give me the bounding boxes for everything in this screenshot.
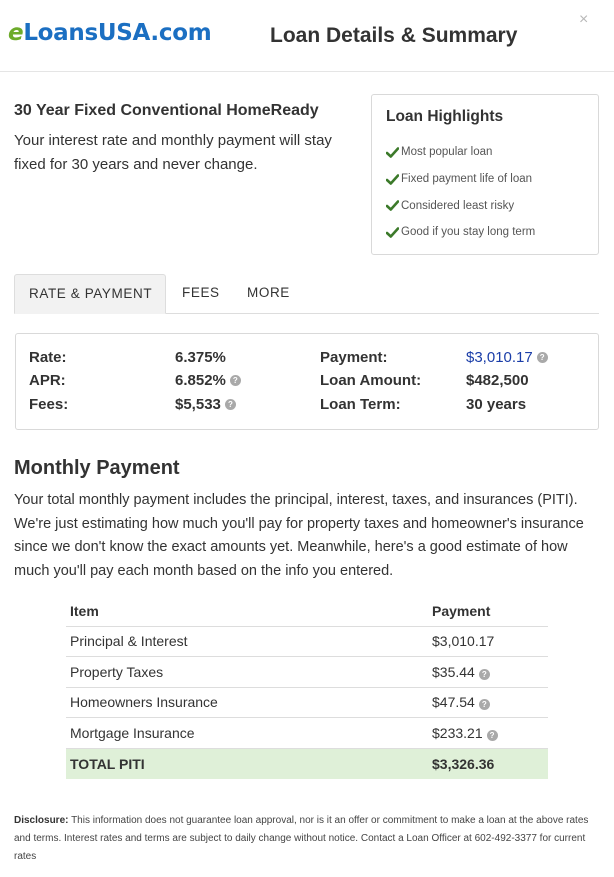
total-label: TOTAL PITI: [66, 748, 428, 779]
loan-highlights-panel: [371, 94, 599, 255]
monthly-payment-title: Monthly Payment: [14, 457, 180, 479]
tab-rate-payment[interactable]: RATE & PAYMENT: [14, 274, 166, 314]
modal-header: [0, 0, 614, 72]
highlight-text: Fixed payment life of loan: [401, 173, 533, 186]
loan-product-description: Your interest rate and monthly payment will stay fixed for 30 years and never change.: [14, 132, 332, 173]
row-item: Principal & Interest: [66, 626, 428, 657]
total-payment: $3,326.36: [428, 748, 548, 779]
logo-prefix: e: [8, 20, 24, 46]
row-item: Mortgage Insurance: [66, 718, 428, 749]
disclosure-label: Disclosure:: [14, 815, 69, 826]
row-payment-group: [428, 657, 548, 688]
loan-highlights-title: Loan Highlights: [386, 108, 504, 125]
rate-value: 6.375%: [175, 349, 226, 366]
tab-more[interactable]: MORE: [247, 285, 290, 300]
help-icon[interactable]: ?: [537, 352, 548, 363]
rate-summary-box: [15, 333, 599, 430]
row-payment: $3,010.17: [428, 626, 548, 657]
help-icon[interactable]: ?: [230, 375, 241, 386]
disclosure-body: This information does not guarantee loan approval, nor is it an offer or commitment to make a loan at the above rates and terms. Interest rates and terms are subject to daily change without notice. Contact a Loan Officer at 602-492-3377 for current rates: [14, 815, 589, 862]
loan-amount-value: $482,500: [466, 372, 529, 389]
row-payment: $233.21: [432, 724, 483, 741]
row-payment-group: [428, 687, 548, 718]
monthly-payment-description: Your total monthly payment includes the principal, interest, taxes, and insurances (PITI). We're just estimating how much you'll pay for property taxes and homeowner's insurance since we don't know the exact amounts yet. Meanwhile, here's a good estimate of how much you'll pay each month based on the info you entered.: [14, 492, 584, 579]
checkmark-icon: [386, 200, 399, 211]
table-row: [66, 687, 548, 718]
highlight-text: Considered least risky: [401, 199, 515, 212]
highlight-text: Most popular loan: [401, 146, 493, 159]
help-icon[interactable]: ?: [479, 669, 490, 680]
table-row: [66, 718, 548, 749]
table-row: [66, 626, 548, 657]
payment-value-link[interactable]: $3,010.17: [466, 349, 533, 366]
highlight-item: [386, 192, 535, 219]
help-icon[interactable]: ?: [479, 699, 490, 710]
brand-logo: [8, 20, 211, 46]
loan-amount-label: Loan Amount:: [320, 372, 422, 389]
row-payment: $47.54: [432, 694, 475, 711]
row-item: Homeowners Insurance: [66, 687, 428, 718]
apr-value: 6.852%: [175, 372, 226, 389]
highlight-item: [386, 219, 535, 246]
modal-title: Loan Details & Summary: [270, 24, 518, 47]
fees-label: Fees:: [29, 396, 69, 413]
loan-term-label: Loan Term:: [320, 396, 401, 413]
checkmark-icon: [386, 227, 399, 238]
fees-value-group: [175, 396, 236, 413]
payment-value-group: [466, 349, 548, 366]
row-payment: $35.44: [432, 663, 475, 680]
tab-fees[interactable]: FEES: [182, 285, 220, 300]
help-icon[interactable]: ?: [225, 399, 236, 410]
piti-table: [66, 596, 548, 779]
apr-value-group: [175, 372, 241, 389]
disclosure-text: [14, 812, 598, 866]
rate-label: Rate:: [29, 349, 67, 366]
loan-product-title: 30 Year Fixed Conventional HomeReady: [14, 102, 319, 119]
highlights-list: [386, 139, 535, 246]
payment-label: Payment:: [320, 349, 388, 366]
row-payment-group: [428, 718, 548, 749]
highlight-item: [386, 166, 535, 193]
table-header-row: [66, 596, 548, 626]
loan-term-value: 30 years: [466, 396, 527, 413]
apr-label: APR:: [29, 372, 66, 389]
checkmark-icon: [386, 147, 399, 158]
highlight-text: Good if you stay long term: [401, 226, 536, 239]
total-row: [66, 748, 548, 779]
column-header-payment: Payment: [432, 602, 491, 619]
help-icon[interactable]: ?: [487, 730, 498, 741]
fees-value: $5,533: [175, 396, 221, 413]
row-item: Property Taxes: [66, 657, 428, 688]
close-icon[interactable]: ×: [579, 11, 589, 28]
table-row: [66, 657, 548, 688]
checkmark-icon: [386, 174, 399, 185]
highlight-item: [386, 139, 535, 166]
details-tabs: [14, 274, 599, 314]
column-header-item: Item: [70, 602, 99, 619]
logo-name: LoansUSA.com: [23, 20, 212, 46]
